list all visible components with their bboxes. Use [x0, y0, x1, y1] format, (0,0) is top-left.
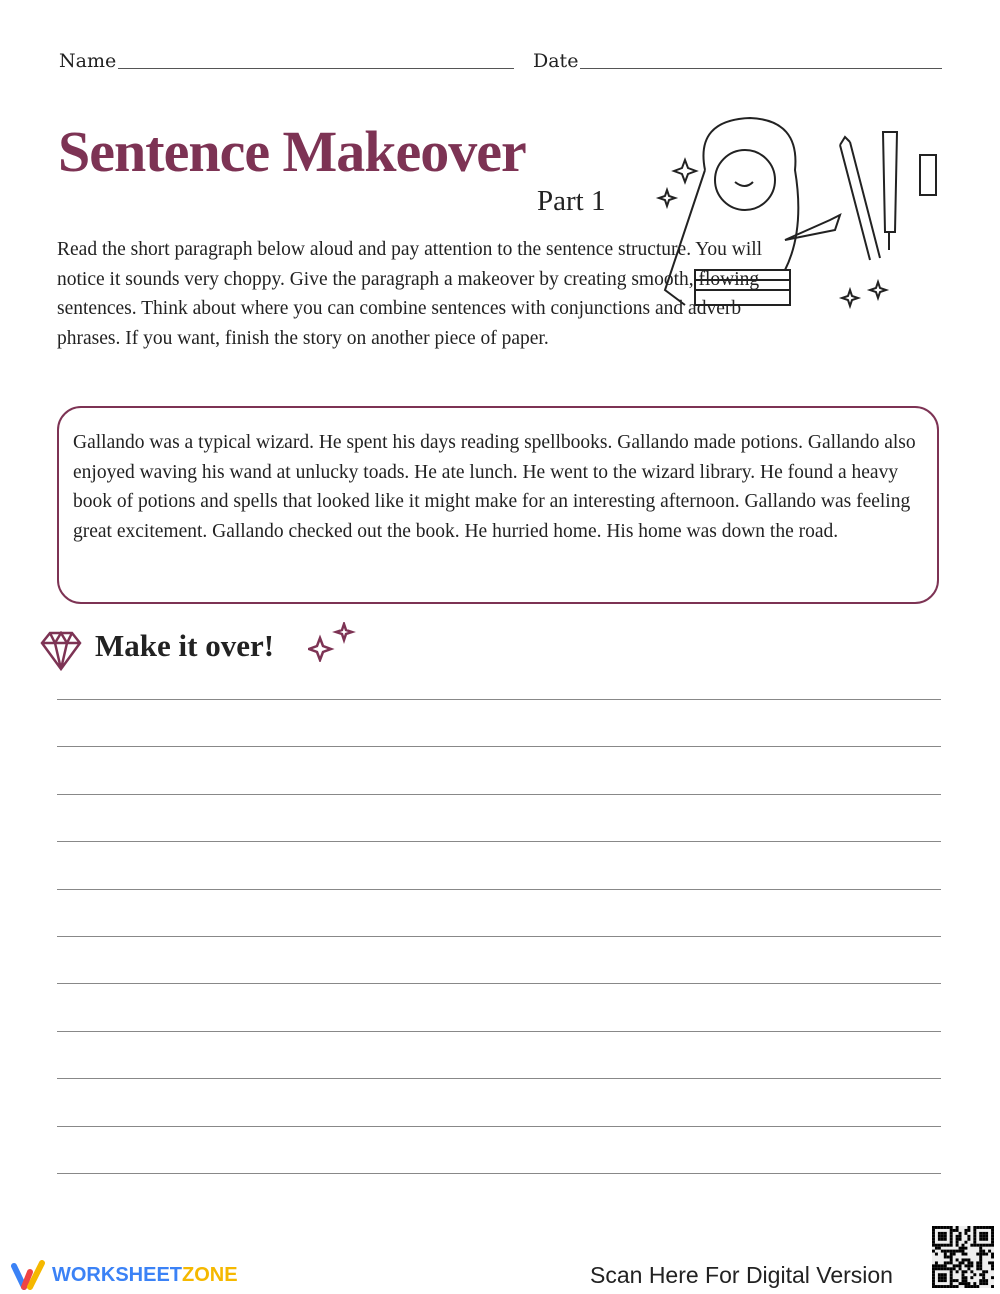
instructions: Read the short paragraph below aloud and pay attention to the sentence structure. You will notice it sounds very choppy. Give the paragraph a makeover by creating smooth, flowing sentences. Think about where you can combine sentences with conjunctions and adverb phrases. If you want, finish the story on another piece of paper. [57, 239, 763, 349]
writing-line[interactable] [57, 936, 941, 937]
writing-line[interactable] [57, 889, 941, 890]
sparkle-icon [308, 622, 358, 662]
name-field[interactable] [118, 68, 514, 69]
scan-text: Scan Here For Digital Version [590, 1262, 893, 1288]
diamond-icon [40, 631, 82, 671]
logo-text-zone: ZONE [182, 1263, 238, 1286]
writing-line[interactable] [57, 1173, 941, 1174]
page-subtitle: Part 1 [537, 185, 606, 217]
writing-line[interactable] [57, 1078, 941, 1079]
logo-text-worksheet: WORKSHEET [52, 1263, 182, 1286]
writing-line[interactable] [57, 1031, 941, 1032]
date-field[interactable] [580, 68, 942, 69]
section-heading: Make it over! [95, 628, 275, 663]
writing-line[interactable] [57, 794, 941, 795]
writing-line[interactable] [57, 699, 941, 700]
qr-code[interactable] [932, 1226, 994, 1288]
writing-line[interactable] [57, 1126, 941, 1127]
writing-line[interactable] [57, 841, 941, 842]
logo-mark-icon [10, 1260, 48, 1290]
story-paragraph-box [57, 406, 939, 604]
writing-line[interactable] [57, 983, 941, 984]
story-paragraph: Gallando was a typical wizard. He spent his days reading spellbooks. Gallando made potions. Gallando also enjoyed waving his wand at unlucky toads. He ate lunch. He went to the wizard library. He found a heavy book of potions and spells that looked like it might make for an interesting afternoon. Gallando was feeling great excitement. Gallando checked out the book. He hurried home. His home was down the road. [73, 432, 916, 542]
date-label: Date [533, 50, 579, 72]
name-label: Name [59, 50, 117, 72]
page-title: Sentence Makeover [58, 119, 526, 184]
worksheetzone-logo [10, 1260, 238, 1290]
writing-line[interactable] [57, 746, 941, 747]
